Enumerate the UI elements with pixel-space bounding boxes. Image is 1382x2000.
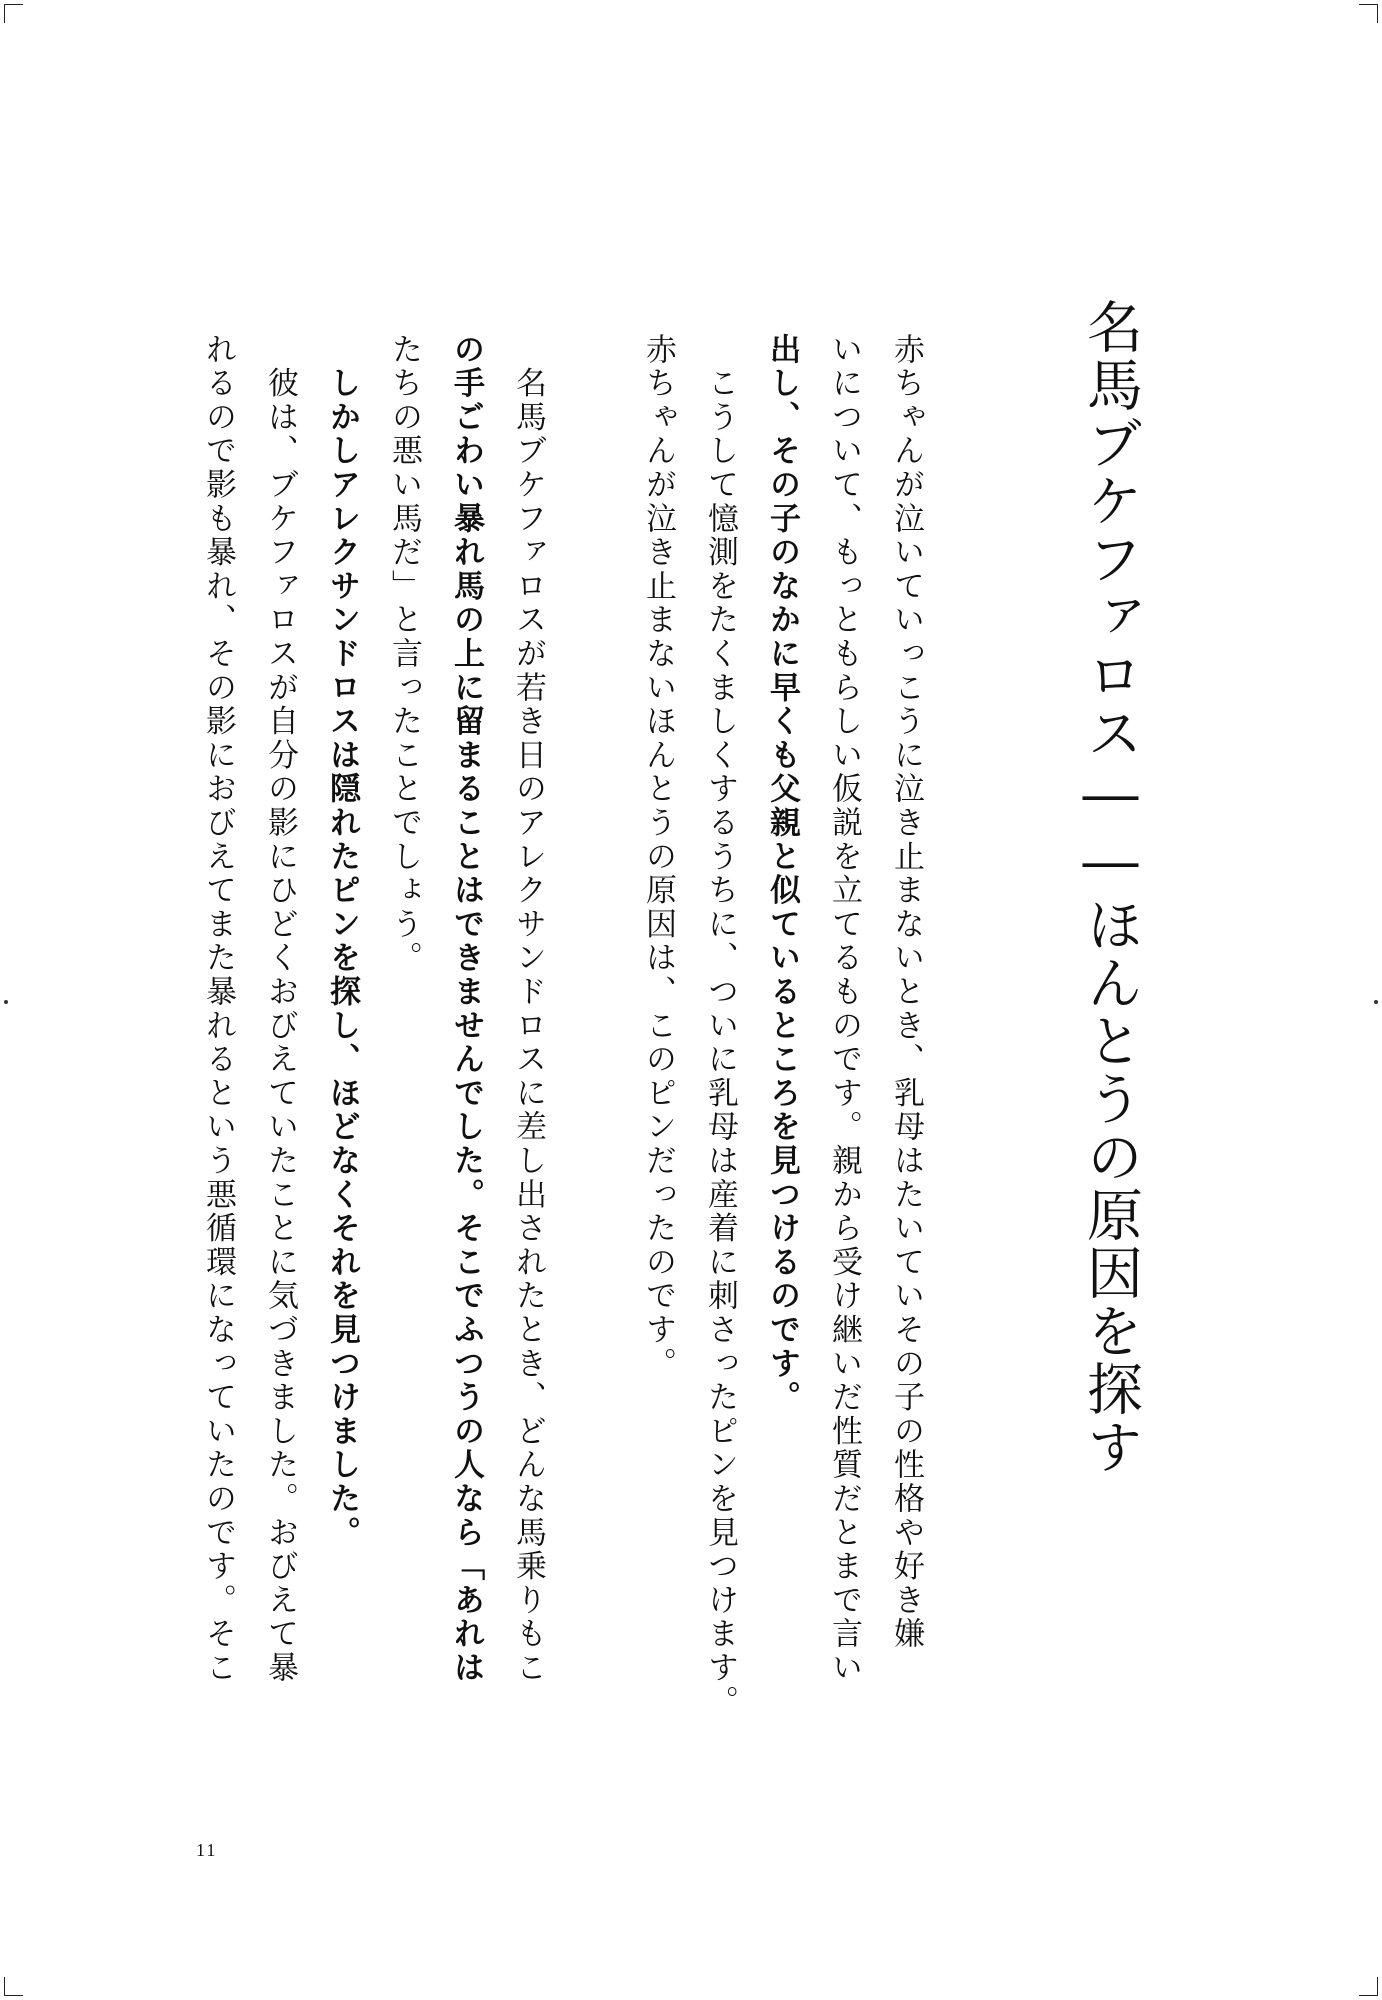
left-margin-dot [4,1000,8,1004]
paragraph-line-8: たちの悪い馬だ」と言ったことでしょう。 [386,333,422,976]
crop-mark-bottom-left [4,1977,23,1996]
paragraph-line-6: 名馬ブケファロスが若き日のアレクサンドロスに差し出されたとき、どんな馬乗りもこ [510,333,546,1685]
paragraph-line-4: こうして憶測をたくましくするうちに、ついに乳母は産着に刺さったピンを見つけます。 [702,333,738,1719]
paragraph-line-1: 赤ちゃんが泣いていっこうに泣き止まないとき、乳母はたいていその子の性格や好き嫌 [888,333,924,1652]
right-margin-dot [1374,1000,1378,1004]
paragraph-line-9: しかしアレクサンドロスは隠れたピンを探し、ほどなくそれを見つけました。 [324,333,360,1550]
section-title: 名馬ブケファロス――ほんとうの原因を探す [1078,298,1143,1476]
paragraph-line-10: 彼は、ブケファロスが自分の影にひどくおびえていたことに気づきました。おびえて暴 [262,333,298,1685]
paragraph-line-11: れるので影も暴れ、その影におびえてまた暴れるという悪循環になっていたのです。そこ [200,333,236,1685]
paragraph-line-2: いについて、もっともらしい仮説を立てるものです。親から受け継いだ性質だとまで言い [826,333,862,1685]
paragraph-line-3: 出し、その子のなかに早くも父親と似ているところを見つけるのです。 [764,333,800,1415]
crop-mark-top-left [4,4,23,23]
paragraph-line-5: 赤ちゃんが泣き止まないほんとうの原因は、このピンだったのです。 [640,333,676,1381]
page-number: 11 [196,1840,218,1860]
crop-mark-bottom-right [1359,1977,1378,1996]
crop-mark-top-right [1359,4,1378,23]
paragraph-line-7: の手ごわい暴れ馬の上に留まることはできませんでした。そこでふつうの人なら「あれは [448,333,484,1685]
